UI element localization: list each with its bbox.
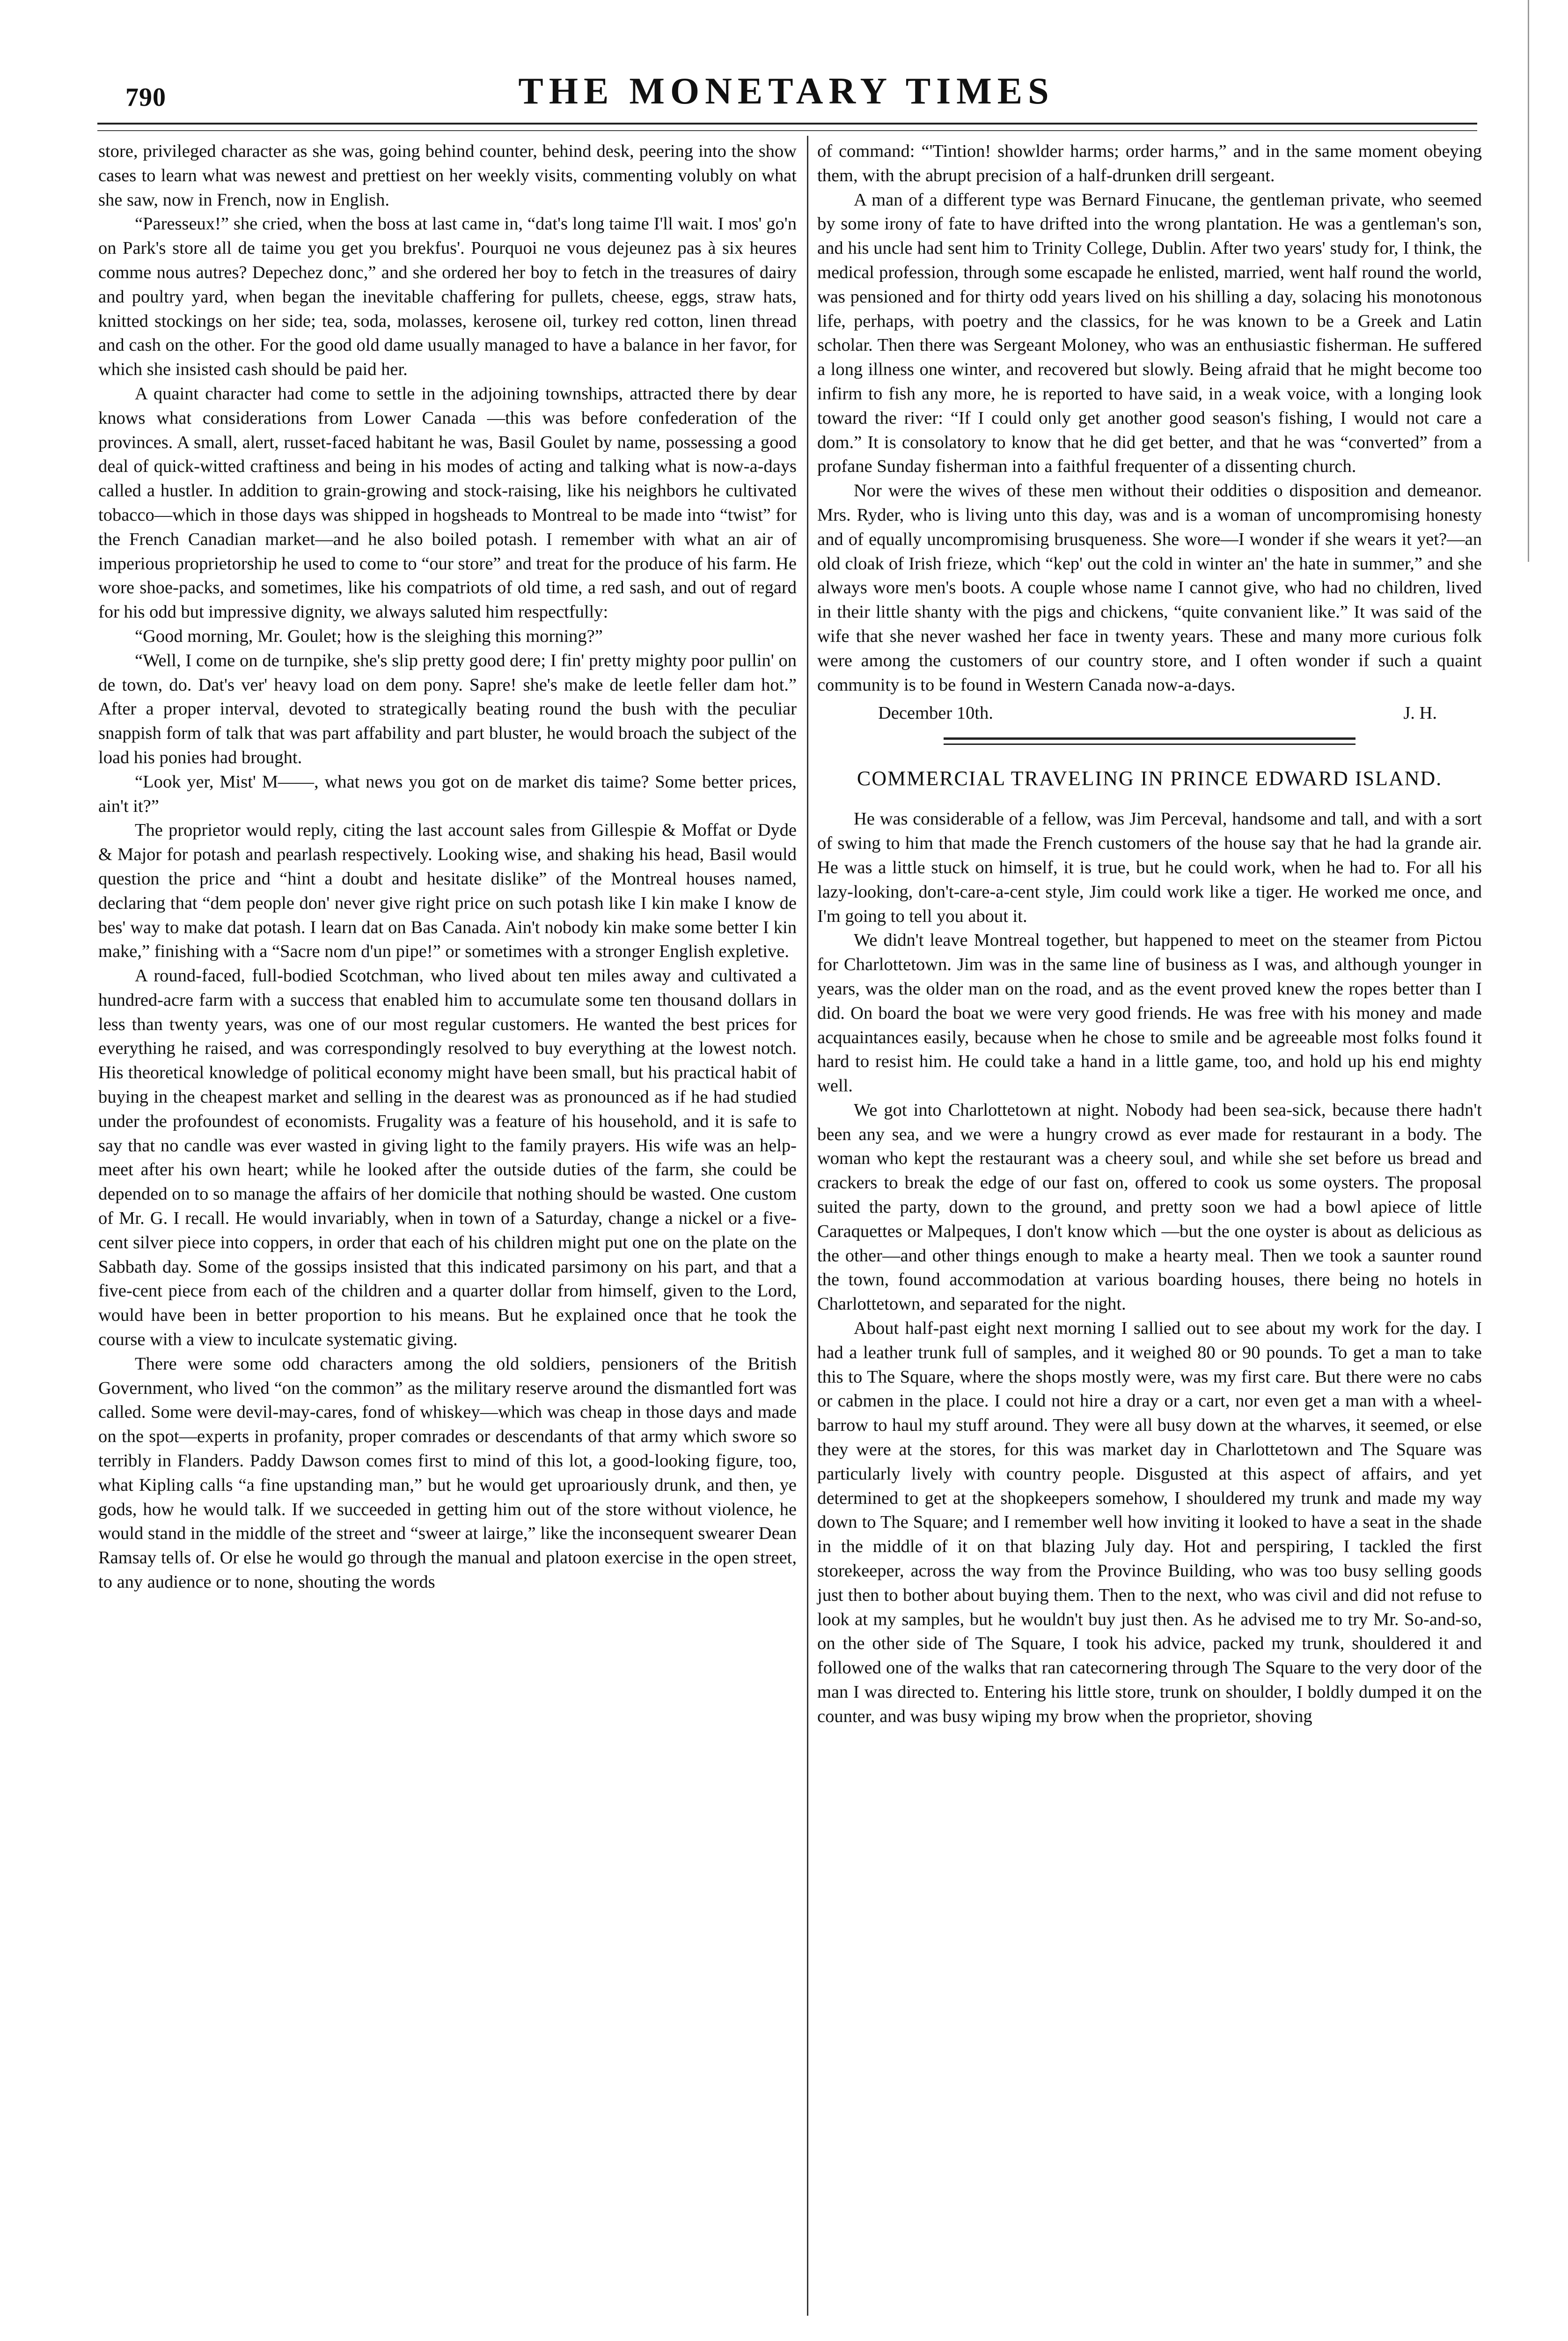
signoff-date: December 10th. — [878, 703, 993, 723]
column-divider — [807, 136, 808, 2316]
paragraph: A quaint character had come to settle in the adjoining townships, attracted there by dear knows what considerations from Lower Canada —this was before confederation of the provinces. A small, alert, russet-faced habitant he was, Basil Goulet by name, possessing a good deal of quick-witted craftiness and being in his modes of acting and talking what is now-a-days called a hustler. In addition to grain-growing and stock-raising, like his neighbors he cultivated tobacco—which in those days was shipped in hogsheads to Montreal to be made into “twist” for the French Canadian market—and he also boiled potash. I remember with what an air of imperious proprietorship he used to come to “our store” and treat for the produce of his farm. He wore shoe-packs, and sometimes, like his compatriots of old time, a red sash, and out of regard for his odd but impressive dignity, we always saluted him respectfully: — [98, 383, 797, 622]
paragraph: Nor were the wives of these men without their oddities o disposition and demeanor. Mrs. Ryder, who is living unto this day, was and is a woman of uncompromising honesty and of equally uncompromising brusqueness. She wore—I wonder if she wears it yet?—an old cloak of Irish frieze, which “kep' out the cold in winter an' the hate in summer,” and she always wore men's boots. A couple whose name I cannot give, who had no children, lived in their little shanty with the pigs and chickens, “quite convanient like.” It was said of the wife that she never washed her face in twenty years. These and many more curious folk were among the customers of our country store, and I often wonder if such a quaint community is to be found in Western Canada now-a-days. — [817, 481, 1482, 695]
masthead: THE MONETARY TIMES — [518, 71, 1055, 112]
paragraph: About half-past eight next morning I sallied out to see about my work for the day. I had a leather trunk full of samples, and it weighed 80 or 90 pounds. To get a man to take this to The Square, where the shops mostly were, was my first care. But there were no cabs or cabmen in the place. I could not hire a dray or a cart, nor even get a man with a wheel-barrow to haul my stuff around. They were all busy down at the wharves, it seemed, or else they were at the stores, for this was market day in Charlottetown and The Square was particularly lively with country people. Disgusted at this aspect of affairs, and yet determined to get at the shopkeepers somehow, I shouldered my trunk and made my way down to The Square; and I remember well how inviting it looked to have a seat in the shade in the middle of it on that blazing July day. Hot and perspiring, I tackled the first storekeeper, across the way from the Province Building, who was too busy selling goods just then to bother about buying them. Then to the next, who was civil and did not refuse to look at my samples, but he wouldn't buy just then. As he advised me to try Mr. So-and-so, on the other side of The Square, I took his advice, packed my trunk, shouldered it and followed one of the walks that ran catecornering through The Square to the very door of the man I was directed to. Entering his little store, trunk on shoulder, I boldly dumped it on the counter, and was busy wiping my brow when the proprietor, shoving — [817, 1318, 1482, 1726]
signoff-initials: J. H. — [1403, 703, 1437, 723]
header-rule — [97, 123, 1477, 125]
right-column — [817, 140, 1482, 1729]
paragraph: of command: “'Tintion! showlder harms; order harms,” and in the same moment obeying them, with the abrupt precision of a half-drunken drill sergeant. — [817, 141, 1482, 185]
paragraph: We got into Charlottetown at night. Nobody had been sea-sick, because there hadn't been any sea, and we were a hungry crowd as ever made for restaurant in a body. The woman who kept the restaurant was a cheery soul, and while she set before us bread and crackers to break the edge of our fast on, offered to cook us some oysters. The proposal suited the party, down to the ground, and pretty soon we had a bowl apiece of little Caraquettes or Malpeques, I don't know which —but the one oyster is about as delicious as the other—and other things enough to make a hearty meal. Then we took a saunter round the town, found accommodation at various boarding houses, there being no hotels in Charlottetown, and separated for the night. — [817, 1100, 1482, 1314]
paragraph: “Good morning, Mr. Goulet; how is the sleighing this morning?” — [135, 626, 603, 646]
paragraph: We didn't leave Montreal together, but happened to meet on the steamer from Pictou for Charlottetown. Jim was in the same line of business as I was, and although younger in years, was the older man on the road, and as the event proved knew the ropes better than I did. On board the boat we were very good friends. He was free with his money and made acquaintances easily, because when he chose to smile and be agreeable most folks found it hard to resist him. He could take a hand in a little game, too, and hold up his end mighty well. — [817, 930, 1482, 1096]
paragraph: “Look yer, Mist' M——, what news you got on de market dis taime? Some better prices, ain't it?” — [98, 772, 797, 816]
left-column — [98, 140, 797, 1595]
paragraph: “Well, I come on de turnpike, she's slip pretty good dere; I fin' pretty mighty poor pullin' on de town, do. Dat's ver' heavy load on dem pony. Sapre! she's make de leetle feller dam hot.” After a proper interval, devoted to strategically beating round the bush with the peculiar snappish form of talk that was part affability and part bluster, he would broach the subject of the load his ponies had brought. — [98, 650, 797, 767]
page-edge-mark — [1528, 0, 1529, 562]
paragraph: There were some odd characters among the old soldiers, pensioners of the British Government, who lived “on the common” as the military reserve around the dismantled fort was called. Some were devil-may-cares, fond of whiskey—which was cheap in those days and made on the spot—experts in profanity, proper comrades or descendants of that army which swore so terribly in Flanders. Paddy Dawson comes first to mind of this lot, a good-looking figure, too, what Kipling calls “a fine upstanding man,” but he would get uproariously drunk, and then, ye gods, how he would talk. If we succeeded in getting him out of the store without violence, he would stand in the middle of the street and “sweer at lairge,” like the inconsequent swearer Dean Ramsay tells of. Or else he would go through the manual and platoon exercise in the open street, to any audience or to none, shouting the words — [98, 1354, 797, 1592]
paragraph: A round-faced, full-bodied Scotchman, who lived about ten miles away and cultivated a hundred-acre farm with a success that enabled him to accumulate some ten thousand dollars in less than twenty years, was one of our most regular customers. He wanted the best prices for everything he raised, and was correspondingly resolved to buy everything at the lowest notch. His theoretical knowledge of political economy might have been small, but his practical habit of buying in the cheapest market and selling in the dearest was as pronounced as if he had studied under the profoundest of economists. Frugality was a feature of his household, and it is safe to say that no candle was ever wasted in giving light to the family prayers. His wife was an help-meet after his own heart; while he looked after the outside duties of the farm, she could be depended on to so manage the affairs of her domicile that nothing should be wasted. One custom of Mr. G. I recall. He would invariably, when in town of a Saturday, change a nickel or a five-cent silver piece into coppers, in order that each of his children might put one on the plate on the Sabbath day. Some of the gossips insisted that this indicated parsimony on his part, and that a five-cent piece from each of the children and a quarter dollar from himself, given to the Lord, would have been in better proportion to his means. But he explained once that he took the course with a view to inculcate systematic giving. — [98, 966, 797, 1350]
paragraph: “Paresseux!” she cried, when the boss at last came in, “dat's long taime I'll wait. I mos' go'n on Park's store all de taime you get you brekfus'. Pourquoi ne vous dejeunez pas à six heures comme nous autres? Depechez donc,” and she ordered her boy to fetch in the treasures of dairy and poultry yard, when began the inevitable chaffering for pullets, cheese, eggs, straw hats, knitted stockings on her side; tea, soda, molasses, kerosene oil, turkey red cotton, linen thread and cash on the other. For the good old dame usually managed to have a balance in her favor, for which she insisted cash should be paid her. — [98, 214, 797, 380]
article-separator-thin — [944, 744, 1356, 745]
page-number: 790 — [125, 83, 166, 112]
paragraph: He was considerable of a fellow, was Jim Perceval, handsome and tall, and with a sort of swing to him that made the French customers of the house say that he had la grande air. He was a little stuck on himself, it is true, but he could work, when he had to. For all his lazy-looking, don't-care-a-cent style, Jim could work like a tiger. He worked me once, and I'm going to tell you about it. — [817, 809, 1482, 926]
paragraph: store, privileged character as she was, going behind counter, behind desk, peering into the show cases to learn what was newest and prettiest on her weekly visits, commenting volubly on what she saw, now in French, now in English. — [98, 141, 797, 210]
paragraph: A man of a different type was Bernard Finucane, the gentleman private, who seemed by some irony of fate to have drifted into the wrong plantation. He was a gentleman's son, and his uncle had sent him to Trinity College, Dublin. After two years' study for, I think, the medical profession, through some escapade he enlisted, married, went half round the world, was pensioned and for thirty odd years lived on his shilling a day, solacing his monotonous life, perhaps, with poetry and the classics, for he was known to be a Greek and Latin scholar. Then there was Sergeant Moloney, who was an enthusiastic fisherman. He suffered a long illness one winter, and recovered but slowly. Being afraid that he might become too infirm to fish any more, he is reported to have said, in a weak voice, with a longing look toward the river: “If I could only get another good season's fishing, I would not care a dom.” It is consolatory to know that he did get better, and that he was “converted” from a profane Sunday fisherman into a faithful frequenter of a dissenting church. — [817, 190, 1482, 477]
article-separator — [944, 737, 1356, 740]
header-rule-thin — [97, 130, 1477, 131]
paragraph: The proprietor would reply, citing the last account sales from Gillespie & Moffat or Dyde & Major for potash and pearlash respectively. Looking wise, and shaking his head, Basil would question the price and “hint a doubt and hesitate dislike” of the Montreal houses named, declaring that “dem people don' never give right price on such potash like I kin make I know de bes' way to make dat potash. I learn dat on Bas Canada. Ain't nobody kin make some better I kin make,” finishing with a “Sacre nom d'un pipe!” or sometimes with a stronger English expletive. — [98, 820, 797, 962]
article-headline: COMMERCIAL TRAVELING IN PRINCE EDWARD ISLAND. — [857, 767, 1443, 790]
article-signoff — [817, 697, 1482, 725]
